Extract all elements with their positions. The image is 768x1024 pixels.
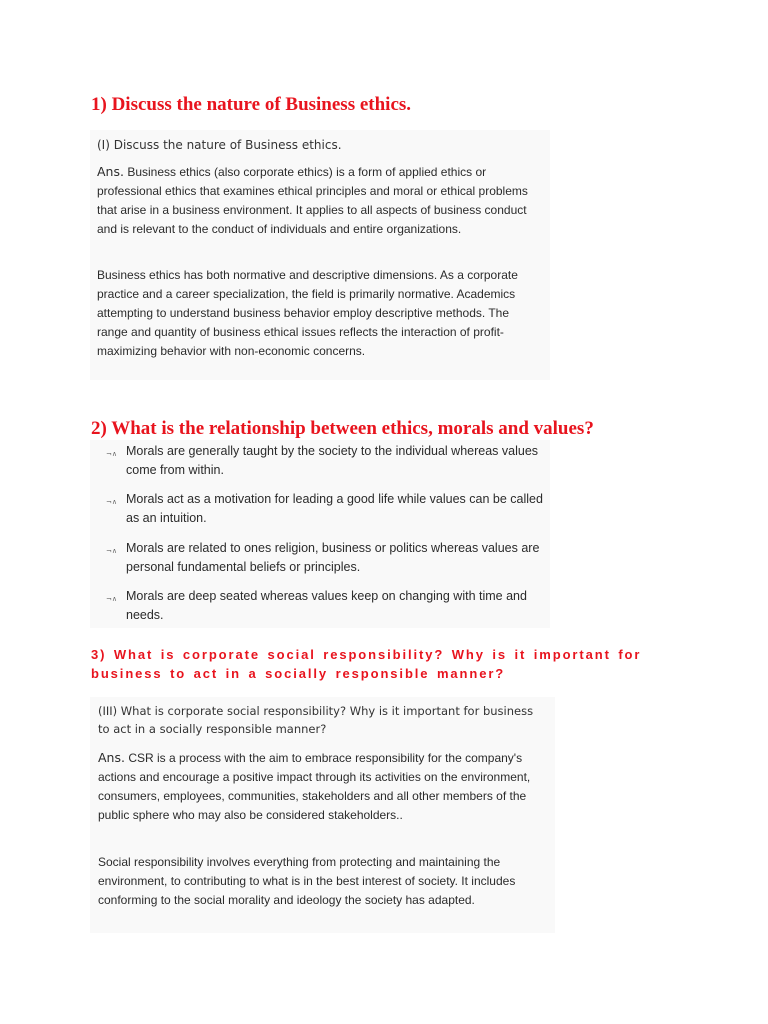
bullet-text: Morals are generally taught by the society to the individual whereas values come from within. bbox=[126, 444, 539, 477]
answer-1-text: Business ethics (also corporate ethics) is a form of applied ethics or professional ethics that examines ethical principles and moral or ethical problems that arise in a business environment. It applies to all aspects of business conduct and is relevant to the conduct of individuals and entire organizations. bbox=[97, 165, 528, 236]
bullet-marker-icon: ¬∧ bbox=[106, 498, 117, 506]
bullet-item bbox=[106, 587, 546, 625]
question-2-heading: 2) What is the relationship between ethics, morals and values? bbox=[91, 418, 594, 439]
answer-2-image-block bbox=[90, 440, 550, 628]
question-3-heading: 3) What is corporate social responsibility? Why is it important for business to act in a socially responsible manner? bbox=[91, 647, 642, 681]
bullet-text: Morals are related to ones religion, business or politics whereas values are personal fundamental beliefs or principles. bbox=[126, 541, 540, 574]
bullet-item bbox=[106, 442, 546, 480]
answer-1-prefix: Ans. bbox=[97, 164, 124, 179]
bullet-marker-icon: ¬∧ bbox=[106, 450, 117, 458]
bullet-item bbox=[106, 539, 546, 577]
answer-3-text: CSR is a process with the aim to embrace responsibility for the company's actions and encourage a positive impact through its activities on the environment, consumers, employees, communities, stakeholders and all other members of the public sphere who may also be considered stakeholders.. bbox=[98, 751, 531, 822]
answer-1-paragraph-1 bbox=[97, 162, 542, 239]
question-3-restated: (III) What is corporate social responsibility? Why is it important for business to act in a socially responsible manner? bbox=[98, 704, 534, 736]
bullet-marker-icon: ¬∧ bbox=[106, 595, 117, 603]
answer-3-paragraph-2: Social responsibility involves everything from protecting and maintaining the environment, to contributing to what is in the best interest of society. It includes conforming to the social morality and ideology the society has adapted. bbox=[98, 855, 516, 907]
bullet-text: Morals are deep seated whereas values keep on changing with time and needs. bbox=[126, 589, 527, 622]
question-1-heading: 1) Discuss the nature of Business ethics. bbox=[91, 94, 412, 115]
answer-1-image-block bbox=[90, 130, 550, 380]
answer-1-paragraph-2: Business ethics has both normative and descriptive dimensions. As a corporate practice and a career specialization, the field is primarily normative. Academics attempting to understand business behavior employ descriptive methods. The range and quantity of business ethical issues reflects the interaction of profit-maximizing behavior with non-economic concerns. bbox=[97, 268, 518, 358]
answer-3-prefix: Ans. bbox=[98, 750, 125, 765]
answer-3-image-block bbox=[90, 697, 555, 933]
bullet-item bbox=[106, 490, 546, 528]
bullet-text: Morals act as a motivation for leading a good life while values can be called as an intuition. bbox=[126, 492, 543, 525]
bullet-marker-icon: ¬∧ bbox=[106, 547, 117, 555]
question-1-restated: (I) Discuss the nature of Business ethics. bbox=[97, 138, 342, 152]
answer-3-paragraph-1 bbox=[98, 748, 548, 825]
